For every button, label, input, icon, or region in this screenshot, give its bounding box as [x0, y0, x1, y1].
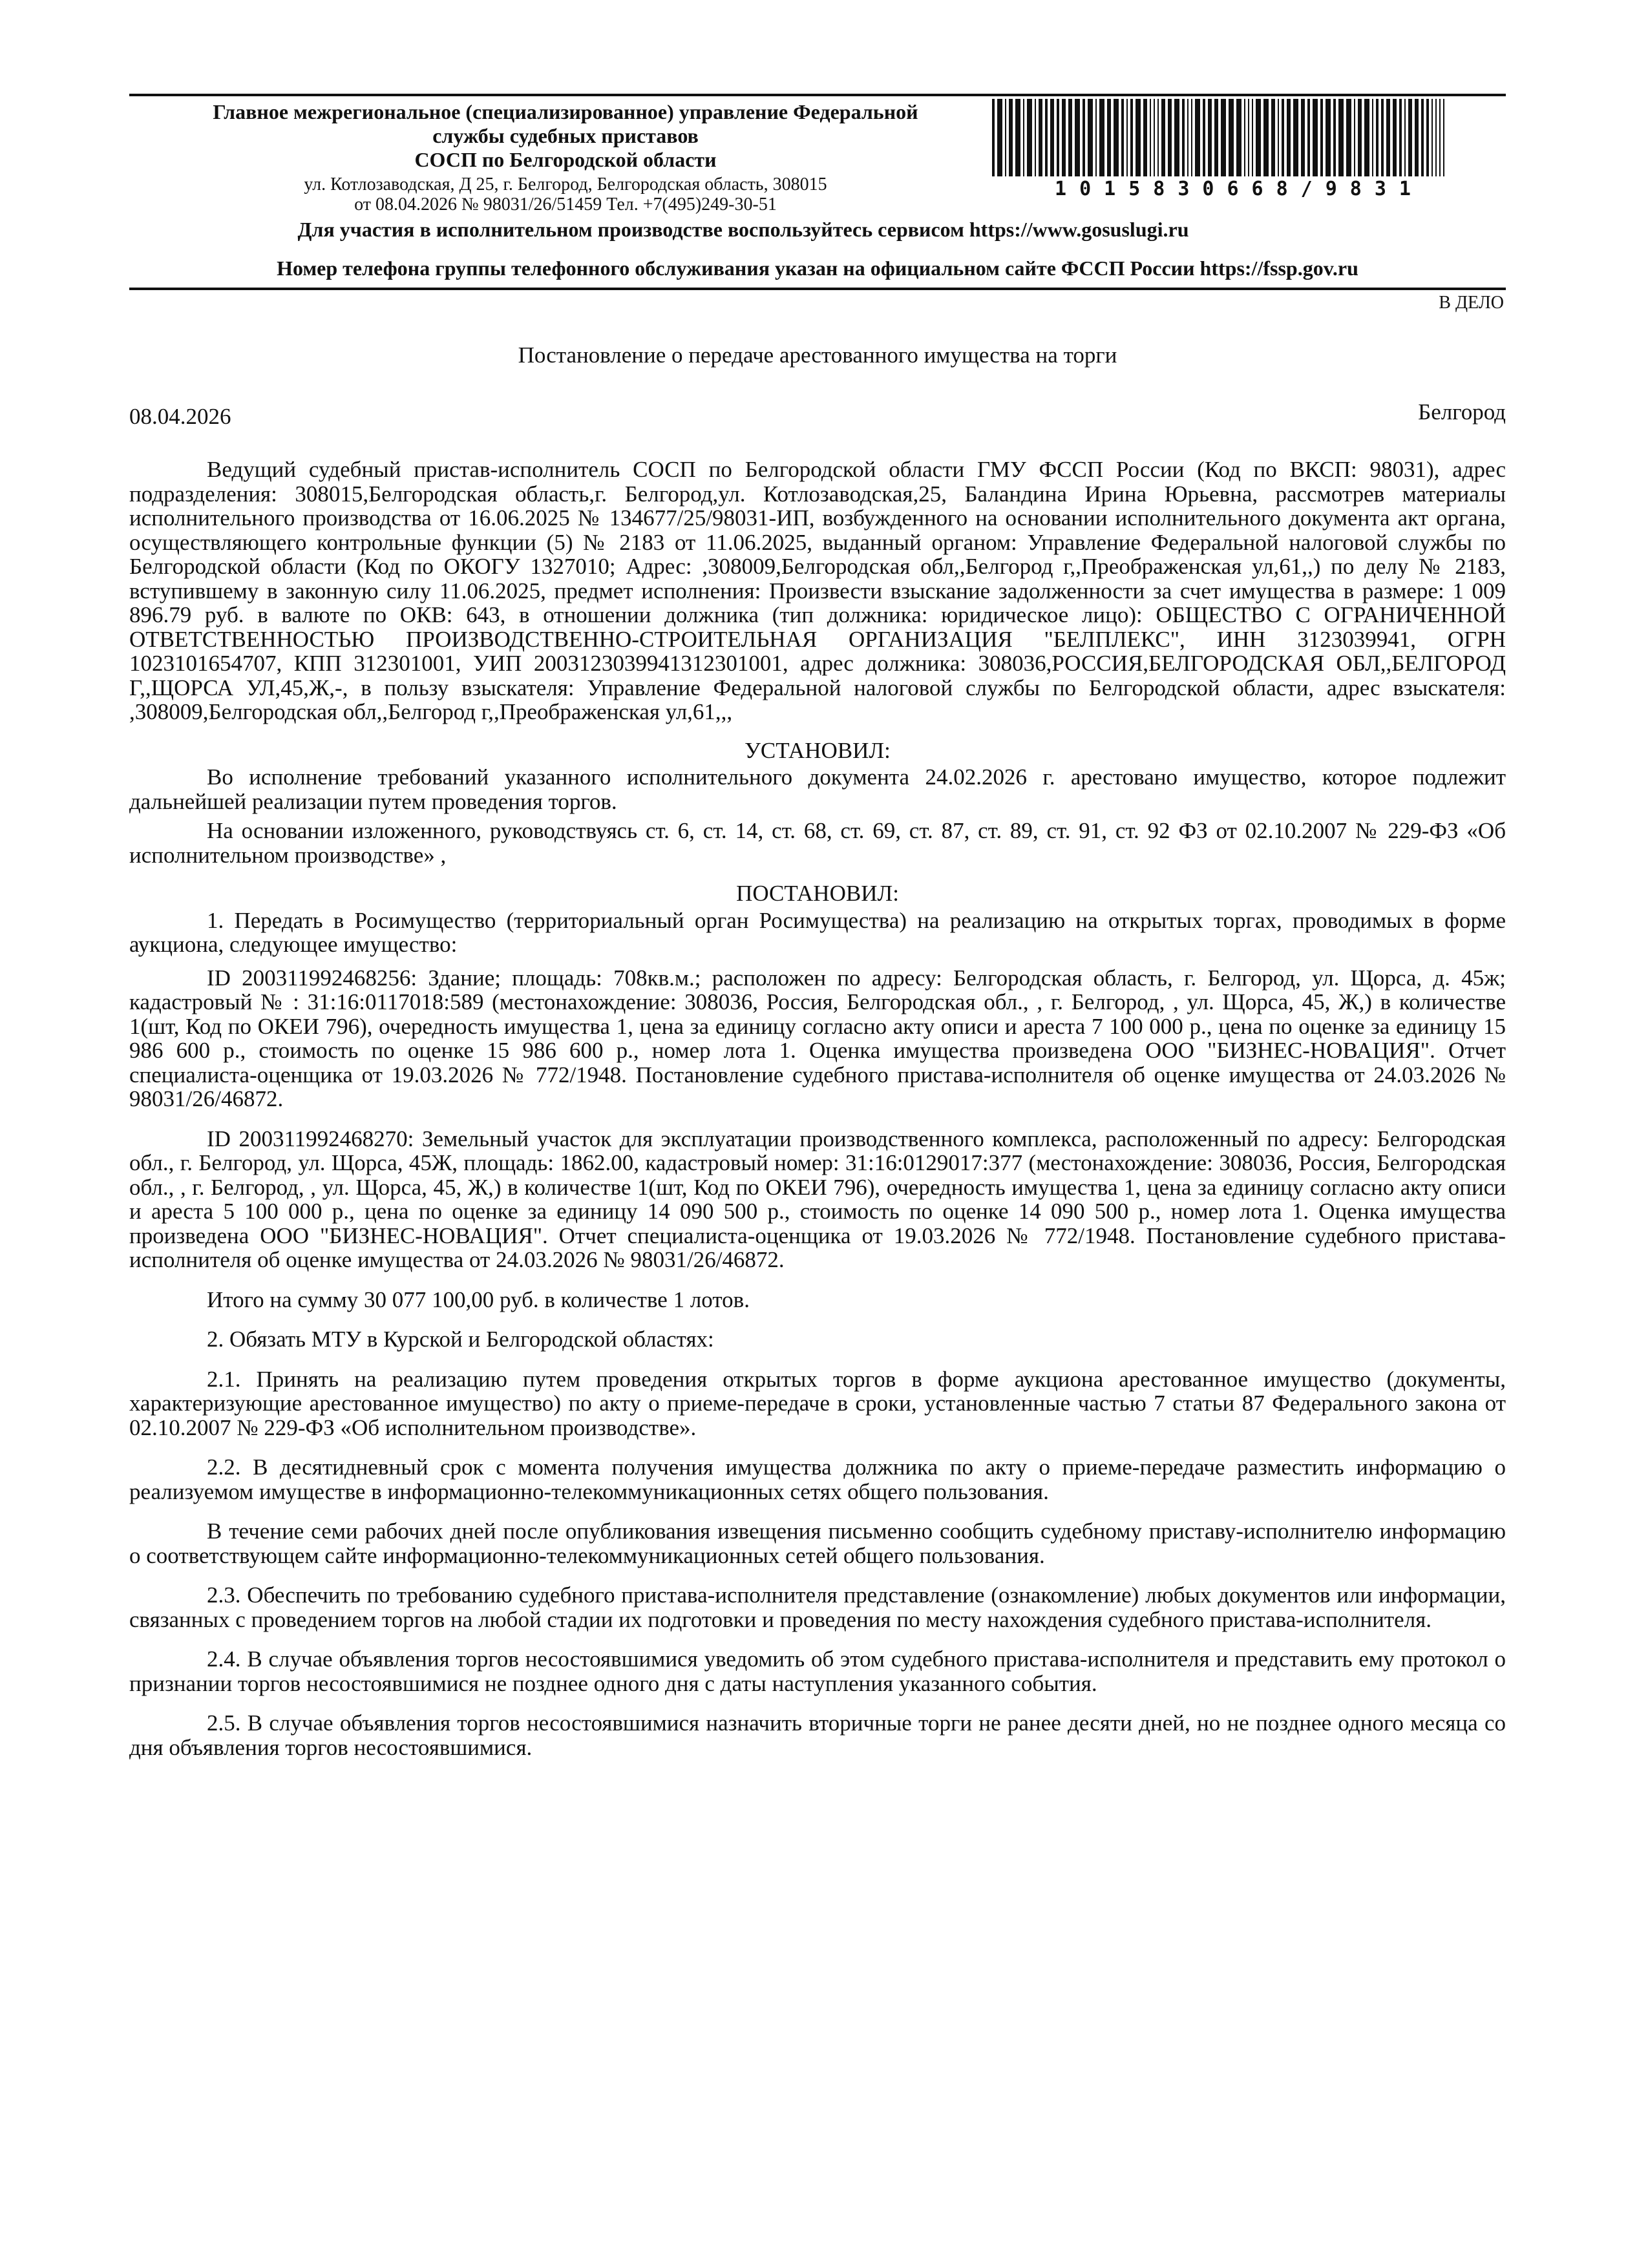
barcode-bar: [1157, 99, 1159, 176]
barcode-bar: [1075, 99, 1080, 176]
barcode-bar: [1168, 99, 1172, 176]
barcode-bar: [1293, 99, 1298, 176]
barcode-bar: [1271, 99, 1275, 176]
barcode-bar: [1221, 99, 1226, 176]
barcode-bar: [1214, 99, 1218, 176]
barcode-bar: [1326, 99, 1331, 176]
barcode-bar: [1256, 99, 1261, 176]
barcode-bar: [1248, 99, 1249, 176]
agency-name: [129, 100, 1002, 172]
property-item-2: ID 200311992468270: Земельный участок для эксплуатации производственного комплекса, расположенный по адресу: Белгородская обл., г. Белгород, ул. Щорса, 45Ж, площадь: 1862.00, кадастровый номер: 31:16:0129017:377 (местонахождение: 308036, Россия, Белгородская обл., , г. Белгород, , ул. Щорса, 45, Ж,) в количестве 1(шт, Код по ОКЕИ 796), очередность имущества 1, цена за единицу согласно акту описи и ареста 5 100 000 р., цена по оценке за единицу 14 090 500 р., стоимость по оценке 14 090 500 р., номер лота 1. Оценка имущества произведена ООО "БИЗНЕС-НОВАЦИЯ". Отчет специалиста-оценщика от 19.03.2026 № 772/1948. Постановление судебного пристава-исполнителя об оценке имущества от 24.03.2026 № 98031/26/46872.: [129, 1126, 1506, 1272]
barcode-bar: [1009, 99, 1013, 176]
agency-line-1: Главное межрегиональное (специализированное) управление Федеральной: [213, 100, 918, 123]
barcode: [992, 99, 1486, 176]
barcode-bar: [1426, 99, 1429, 176]
filing-stamp: В ДЕЛО: [1439, 293, 1504, 313]
resolution-item-2-2: 2.2. В десятидневный срок с момента получения имущества должника по акту о приеме-передаче разместить информацию о реализуемом имуществе в информационно-телекоммуникационных сетях общего пользования.: [129, 1454, 1506, 1504]
heading-established: УСТАНОВИЛ:: [745, 737, 891, 763]
barcode-bar: [1195, 99, 1200, 176]
barcode-bar: [1236, 99, 1241, 176]
established-paragraph-2: На основании изложенного, руководствуясь ст. 6, ст. 14, ст. 68, ст. 69, ст. 87, ст. 89, ст. 91, ст. 92 ФЗ от 02.10.2007 № 229-ФЗ «Об исполнительном производстве» ,: [129, 818, 1506, 868]
document-date: 08.04.2026: [129, 404, 231, 429]
barcode-bar: [1399, 99, 1402, 176]
barcode-bar: [1068, 99, 1072, 176]
barcode-bar: [1287, 99, 1291, 176]
barcode-bar: [1313, 99, 1318, 176]
resolution-item-2-4: 2.4. В случае объявления торгов несостоявшимися уведомить об этом судебного пристава-исполнителя и представить ему протокол о признании торгов несостоявшимися не позднее одного дня с даты наступления указанного события.: [129, 1646, 1506, 1696]
resolution-item-2-3: 2.3. Обеспечить по требованию судебного пристава-исполнителя представление (ознакомление) любых документов или информации, связанных с проведением торгов на любой стадии их подготовки и проведения по месту нахождения судебного пристава-исполнителя.: [129, 1582, 1506, 1632]
barcode-bar: [1154, 99, 1155, 176]
barcode-bar: [1203, 99, 1205, 176]
barcode-bar: [1191, 99, 1192, 176]
barcode-bar: [1174, 99, 1179, 176]
document-reference: от 08.04.2026 № 98031/26/51459 Тел. +7(495)249-30-51: [354, 194, 777, 215]
barcode-bar: [1301, 99, 1305, 176]
barcode-bar: [1431, 99, 1433, 176]
heading-resolved: ПОСТАНОВИЛ:: [736, 881, 899, 906]
barcode-bar: [1404, 99, 1406, 176]
resolution-item-2-1: 2.1. Принять на реализацию путем проведения открытых торгов в форме аукциона арестованное имущество (документы, характеризующие арестованное имущество) по акту о приеме-передаче в сроки, установленные частью 7 статьи 87 Федерального закона от 02.10.2007 № 229-ФЗ «Об исполнительном производстве».: [129, 1366, 1506, 1440]
barcode-bar: [1307, 99, 1310, 176]
barcode-bar: [1364, 99, 1369, 176]
barcode-bar: [1372, 99, 1373, 176]
barcode-bar: [1338, 99, 1344, 176]
barcode-bar: [1130, 99, 1133, 176]
barcode-bar: [1027, 99, 1032, 176]
gosuslugi-notice: Для участия в исполнительном производстве воспользуйтесь сервисом https://www.gosuslugi.ru: [297, 218, 1189, 241]
barcode-bar: [1187, 99, 1188, 176]
barcode-bar: [1126, 99, 1128, 176]
barcode-bar: [1088, 99, 1093, 176]
barcode-bar: [1095, 99, 1097, 176]
barcode-bar: [1005, 99, 1006, 176]
barcode-bar: [1161, 99, 1165, 176]
barcode-bar: [992, 99, 995, 176]
barcode-bar: [1333, 99, 1336, 176]
barcode-bar: [997, 99, 1002, 176]
document-city: Белгород: [1418, 399, 1506, 425]
barcode-bar: [1039, 99, 1042, 176]
barcode-bar: [1208, 99, 1212, 176]
total-summary: Итого на сумму 30 077 100,00 руб. в количестве 1 лотов.: [207, 1286, 750, 1312]
barcode-number: 1015830668/9831: [1055, 178, 1424, 200]
resolution-item-1: 1. Передать в Росимущество (территориальный орган Росимущества) на реализацию на открытых торгах, проводимых в форме аукциона, следующее имущество:: [129, 907, 1506, 957]
barcode-bar: [1136, 99, 1141, 176]
barcode-bar: [1099, 99, 1104, 176]
barcode-bar: [1415, 99, 1419, 176]
document-body: [129, 452, 1506, 1759]
barcode-bar: [1346, 99, 1351, 176]
property-item-1: ID 200311992468256: Здание; площадь: 708кв.м.; расположен по адресу: Белгородская область, г. Белгород, ул. Щорса, д. 45ж; кадастровый № : 31:16:0117018:589 (местонахождение: 308036, Россия, Белгородская обл., , г. Белгород, , ул. Щорса, 45, Ж,) в количестве 1(шт, Код по ОКЕИ 796), очередность имущества 1, цена за единицу согласно акту описи и ареста 7 100 000 р., цена по оценке за единицу 15 986 600 р., стоимость по оценке 15 986 600 р., номер лота 1. Оценка имущества произведена ООО "БИЗНЕС-НОВАЦИЯ". Отчет специалиста-оценщика от 19.03.2026 № 772/1948. Постановление судебного пристава-исполнителя об оценке имущества от 24.03.2026 № 98031/26/46872.: [129, 965, 1506, 1111]
barcode-bar: [1421, 99, 1424, 176]
barcode-bar: [1045, 99, 1048, 176]
agency-line-2: службы судебных приставов: [432, 124, 699, 147]
barcode-bar: [1244, 99, 1245, 176]
barcode-bar: [1062, 99, 1066, 176]
barcode-bar: [1182, 99, 1185, 176]
barcode-bar: [1443, 99, 1444, 176]
barcode-bar: [1386, 99, 1390, 176]
resolution-item-2-5: 2.5. В случае объявления торгов несостоявшимися назначить вторичные торги не ранее десяти дней, но не позднее одного месяца со дня объявления торгов несостоявшимися.: [129, 1710, 1506, 1760]
barcode-bar: [1015, 99, 1020, 176]
header-top-rule: [129, 94, 1506, 96]
barcode-bar: [1320, 99, 1323, 176]
barcode-bar: [1121, 99, 1124, 176]
barcode-bar: [1150, 99, 1151, 176]
barcode-bar: [1023, 99, 1024, 176]
established-paragraph-1: Во исполнение требований указанного исполнительного документа 24.02.2026 г. арестовано имущество, которое подлежит дальнейшей реализации путем проведения торгов.: [129, 764, 1506, 814]
barcode-bar: [1083, 99, 1085, 176]
barcode-bar: [1057, 99, 1059, 176]
barcode-bar: [1439, 99, 1441, 176]
barcode-bar: [1263, 99, 1269, 176]
barcode-bar: [1408, 99, 1412, 176]
barcode-bar: [1393, 99, 1397, 176]
barcode-bar: [1252, 99, 1253, 176]
barcode-bar: [1354, 99, 1355, 176]
barcode-bar: [1107, 99, 1111, 176]
barcode-bar: [1278, 99, 1279, 176]
resolution-item-2: 2. Обязать МТУ в Курской и Белгородской областях:: [207, 1327, 714, 1352]
phone-notice: Номер телефона группы телефонного обслуживания указан на официальном сайте ФССП России https://fssp.gov.ru: [277, 257, 1358, 280]
barcode-bar: [1381, 99, 1384, 176]
barcode-bar: [1035, 99, 1036, 176]
barcode-bar: [1435, 99, 1437, 176]
barcode-bar: [1114, 99, 1119, 176]
barcode-bar: [1358, 99, 1362, 176]
barcode-bar: [1143, 99, 1147, 176]
agency-address-block: [129, 174, 1002, 215]
barcode-bar: [1376, 99, 1379, 176]
document-title: Постановление о передаче арестованного имущества на торги: [518, 342, 1117, 368]
intro-paragraph: Ведущий судебный пристав-исполнитель СОСП по Белгородской области ГМУ ФССП России (Код по ВКСП: 98031), адрес подразделения: 308015,Белгородская область,г. Белгород,ул. Котлозаводская,25, Баландина Ирина Юрьевна, рассмотрев материалы исполнительного производства от 16.06.2025 № 134677/25/98031-ИП, возбужденного на основании исполнительного документа акт органа, осуществляющего контрольные функции (5) № 2183 от 11.06.2025, выданный органом: Управление Федеральной налоговой службы по Белгородской области (Код по ОКОГУ 1327010; Адрес: ,308009,Белгородская обл,,Белгород г,,Преображенская ул,61,,) по делу № 2183, вступившему в законную силу 11.06.2025, предмет исполнения: Произвести взыскание задолженности за счет имущества в размере: 1 009 896.79 руб. в валюте по ОКВ: 643, в отношении должника (тип должника: юридическое лицо): ОБЩЕСТВО С ОГРАНИЧЕННОЙ ОТВЕТСТВЕННОСТЬЮ ПРОИЗВОДСТВЕННО-СТРОИТЕЛЬНАЯ ОРГАНИЗАЦИЯ "БЕЛПЛЕКС", ИНН 3123039941, ОГРН 1023101654707, КПП 312301001, УИП 2003123039941312301001, адрес должника: 308036,РОССИЯ,БЕЛГОРОДСКАЯ ОБЛ,,БЕЛГОРОД Г,,ЩОРСА УЛ,45,Ж,-, в пользу взыскателя: Управление Федеральной налоговой службы по Белгородской области, адрес взыскателя: ,308009,Белгородская обл,,Белгород г,,Преображенская ул,61,,,: [129, 457, 1506, 724]
barcode-bar: [1229, 99, 1234, 176]
agency-address: ул. Котлозаводская, Д 25, г. Белгород, Белгородская область, 308015: [304, 174, 827, 194]
agency-line-3: СОСП по Белгородской области: [414, 148, 717, 171]
resolution-item-2-2-notice: В течение семи рабочих дней после опубликования извещения письменно сообщить судебному приставу-исполнителю информацию о соответствующем сайте информационно-телекоммуникационных сетей общего пользования.: [129, 1518, 1506, 1568]
barcode-bar: [1282, 99, 1284, 176]
barcode-bar: [1050, 99, 1054, 176]
header-bottom-rule: [129, 288, 1506, 290]
